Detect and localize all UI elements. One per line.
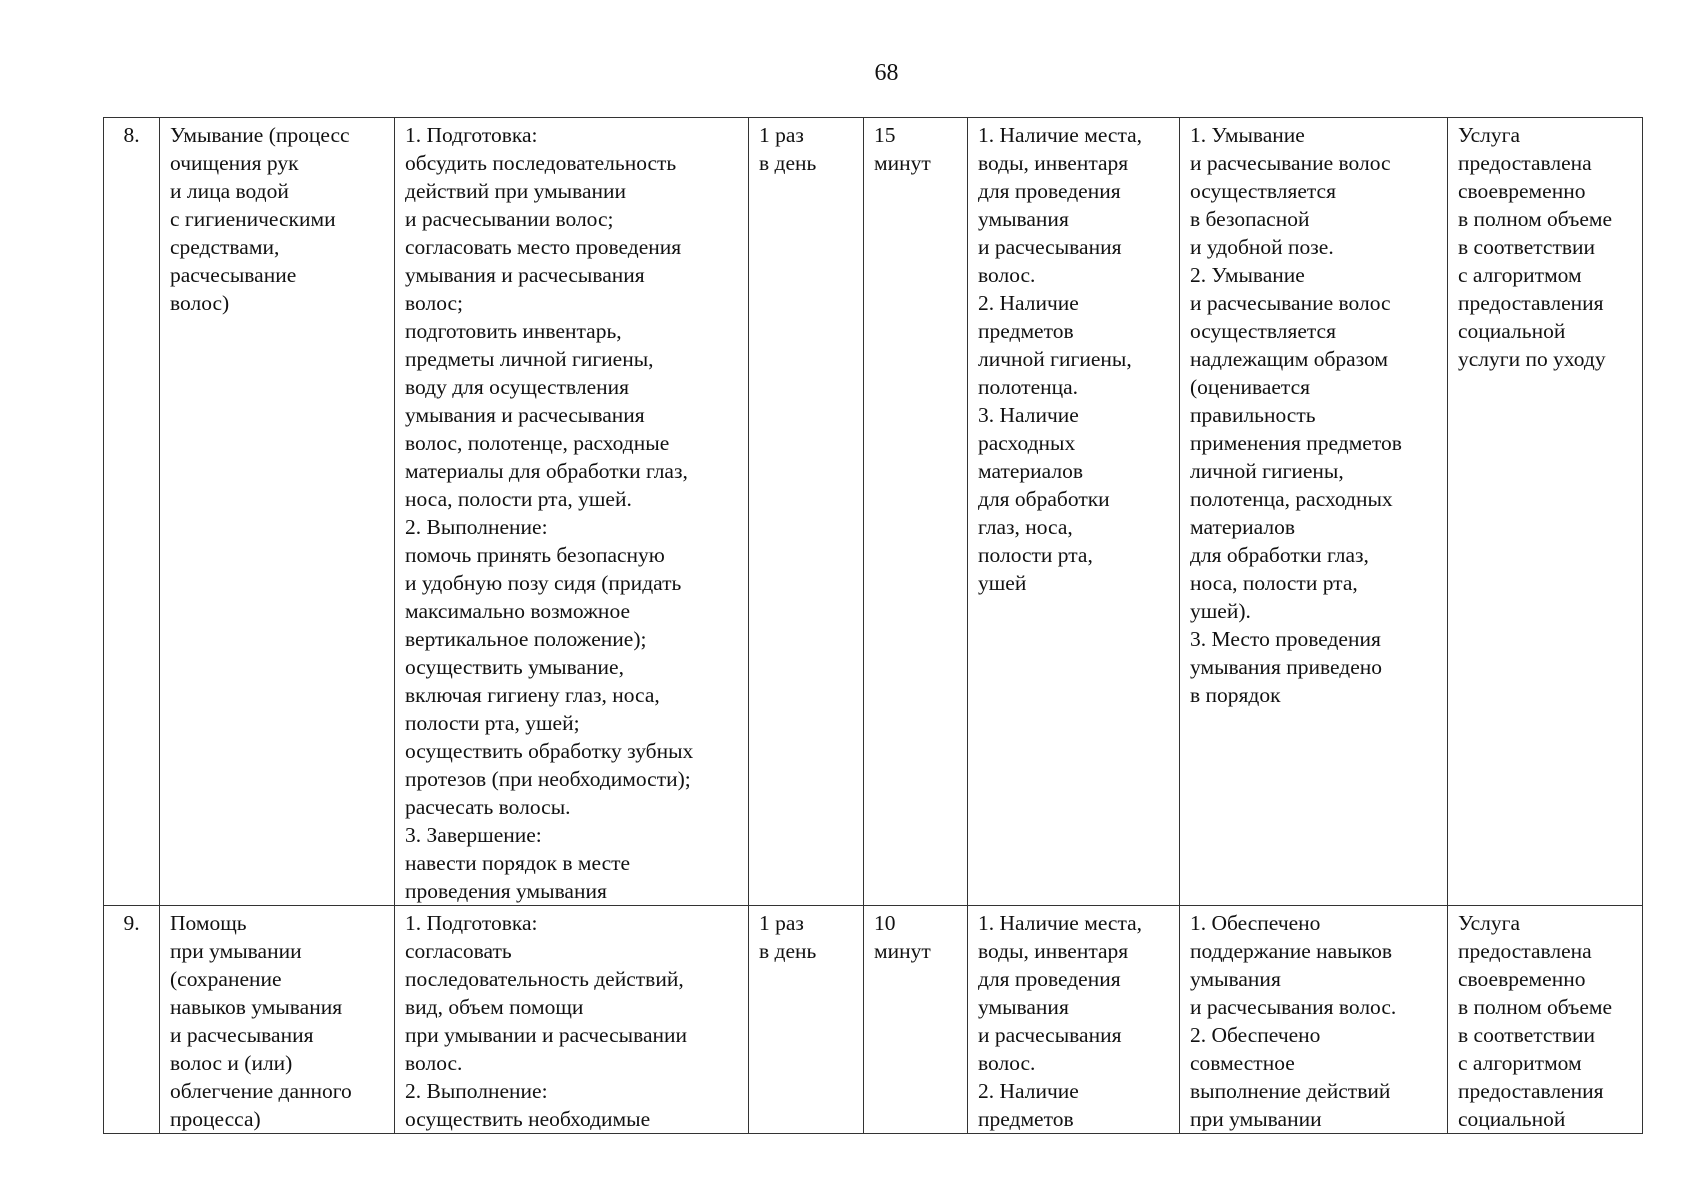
cell-line: в день bbox=[759, 939, 817, 963]
cell-line: 1. Подготовка: bbox=[405, 911, 538, 935]
cell-line: предоставлена bbox=[1458, 939, 1592, 963]
cell-line: навыков умывания bbox=[170, 995, 343, 1019]
cell-line: предметы личной гигиены, bbox=[405, 347, 654, 371]
cell-line: применения предметов bbox=[1190, 431, 1402, 455]
cell-line: волос, полотенце, расходные bbox=[405, 431, 670, 455]
cell-line: расчесывание bbox=[170, 263, 297, 287]
cell-line: Услуга bbox=[1458, 911, 1521, 935]
cell-line: материалы для обработки глаз, bbox=[405, 459, 688, 483]
cell-line: выполнение действий bbox=[1190, 1079, 1391, 1103]
cell-line: совместное bbox=[1190, 1051, 1295, 1075]
cell-line: полости рта, bbox=[978, 543, 1093, 567]
cell-line: умывания bbox=[1190, 967, 1281, 991]
cell-line: осуществляется bbox=[1190, 319, 1336, 343]
duration-cell bbox=[864, 906, 968, 1134]
cell-line: осуществляется bbox=[1190, 179, 1336, 203]
cell-line: предоставлена bbox=[1458, 151, 1592, 175]
cell-line: 15 bbox=[874, 123, 896, 147]
cell-line: для обработки глаз, bbox=[1190, 543, 1369, 567]
cell-line: своевременно bbox=[1458, 179, 1586, 203]
cell-line: 1. Обеспечено bbox=[1190, 911, 1321, 935]
cell-line: социальной bbox=[1458, 319, 1566, 343]
cell-line: в день bbox=[759, 151, 817, 175]
cell-line: своевременно bbox=[1458, 967, 1586, 991]
table-row bbox=[104, 118, 1643, 906]
cell-line: в соответствии bbox=[1458, 1023, 1596, 1047]
cell-line: 2. Умывание bbox=[1190, 263, 1305, 287]
cell-line: с алгоритмом bbox=[1458, 263, 1582, 287]
row-number-cell: 9. bbox=[104, 906, 160, 1134]
service-name-cell bbox=[160, 118, 395, 906]
cell-line: 3. Место проведения bbox=[1190, 627, 1381, 651]
cell-line: Умывание (процесс bbox=[170, 123, 350, 147]
cell-line: умывания приведено bbox=[1190, 655, 1382, 679]
cell-line: и расчесывание волос bbox=[1190, 151, 1391, 175]
cell-line: 1 раз bbox=[759, 123, 804, 147]
cell-line: осуществить обработку зубных bbox=[405, 739, 694, 763]
cell-line: и расчесывания bbox=[978, 1023, 1122, 1047]
cell-line: волос и (или) bbox=[170, 1051, 293, 1075]
cell-line: правильность bbox=[1190, 403, 1316, 427]
cell-line: и лица водой bbox=[170, 179, 289, 203]
cell-line: навести порядок в месте bbox=[405, 851, 631, 875]
cell-line: умывания и расчесывания bbox=[405, 263, 645, 287]
cell-line: максимально возможное bbox=[405, 599, 630, 623]
cell-line: 3. Наличие bbox=[978, 403, 1079, 427]
cell-line: 2. Наличие bbox=[978, 1079, 1079, 1103]
cell-line: в соответствии bbox=[1458, 235, 1596, 259]
cell-line: услуги по уходу bbox=[1458, 347, 1606, 371]
cell-line: проведения умывания bbox=[405, 879, 607, 903]
cell-line: ушей). bbox=[1190, 599, 1251, 623]
cell-line: согласовать bbox=[405, 939, 512, 963]
cell-line: глаз, носа, bbox=[978, 515, 1073, 539]
cell-line: умывания bbox=[978, 207, 1069, 231]
cell-line: полости рта, ушей; bbox=[405, 711, 580, 735]
cell-line: при умывании и расчесывании bbox=[405, 1023, 688, 1047]
cell-line: в полном объеме bbox=[1458, 207, 1613, 231]
cell-line: Услуга bbox=[1458, 123, 1521, 147]
cell-line: при умывании bbox=[1190, 1107, 1322, 1131]
cell-line: осуществить умывание, bbox=[405, 655, 624, 679]
cell-line: 1. Подготовка: bbox=[405, 123, 538, 147]
table-row bbox=[104, 906, 1643, 1134]
cell-line: предоставления bbox=[1458, 1079, 1604, 1103]
cell-line: минут bbox=[874, 939, 931, 963]
cell-line: социальной bbox=[1458, 1107, 1566, 1131]
cell-line: и расчесывания bbox=[978, 235, 1122, 259]
cell-line: волос. bbox=[405, 1051, 463, 1075]
cell-line: средствами, bbox=[170, 235, 280, 259]
cell-line: 2. Обеспечено bbox=[1190, 1023, 1321, 1047]
cell-line: 1. Умывание bbox=[1190, 123, 1305, 147]
cell-line: поддержание навыков bbox=[1190, 939, 1393, 963]
duration-cell bbox=[864, 118, 968, 906]
cell-line: 1. Наличие места, bbox=[978, 911, 1143, 935]
cell-line: воды, инвентаря bbox=[978, 151, 1129, 175]
cell-line: вертикальное положение); bbox=[405, 627, 647, 651]
cell-line: 2. Наличие bbox=[978, 291, 1079, 315]
cell-line: надлежащим образом bbox=[1190, 347, 1388, 371]
cell-line: предметов bbox=[978, 319, 1074, 343]
cell-line: помочь принять безопасную bbox=[405, 543, 665, 567]
cell-line: минут bbox=[874, 151, 931, 175]
cell-line: умывания и расчесывания bbox=[405, 403, 645, 427]
cell-line: воду для осуществления bbox=[405, 375, 630, 399]
cell-line: последовательность действий, bbox=[405, 967, 684, 991]
cell-line: носа, полости рта, bbox=[1190, 571, 1358, 595]
result-cell bbox=[1448, 118, 1643, 906]
cell-line: при умывании bbox=[170, 939, 302, 963]
cell-line: (сохранение bbox=[170, 967, 282, 991]
frequency-cell bbox=[749, 906, 864, 1134]
cell-line: полотенца. bbox=[978, 375, 1079, 399]
cell-line: воды, инвентаря bbox=[978, 939, 1129, 963]
cell-line: предметов bbox=[978, 1107, 1074, 1131]
cell-line: и расчесывании волос; bbox=[405, 207, 614, 231]
cell-line: и расчесывания волос. bbox=[1190, 995, 1397, 1019]
cell-line: носа, полости рта, ушей. bbox=[405, 487, 632, 511]
cell-line: личной гигиены, bbox=[1190, 459, 1344, 483]
cell-line: расходных bbox=[978, 431, 1076, 455]
cell-line: волос. bbox=[978, 263, 1036, 287]
cell-line: с алгоритмом bbox=[1458, 1051, 1582, 1075]
cell-line: и удобную позу сидя (придать bbox=[405, 571, 682, 595]
cell-line: расчесать волосы. bbox=[405, 795, 571, 819]
cell-line: 1. Наличие места, bbox=[978, 123, 1143, 147]
cell-line: подготовить инвентарь, bbox=[405, 319, 622, 343]
conditions-cell bbox=[968, 118, 1180, 906]
cell-line: ушей bbox=[978, 571, 1027, 595]
procedure-cell bbox=[395, 118, 749, 906]
cell-line: предоставления bbox=[1458, 291, 1604, 315]
cell-line: вид, объем помощи bbox=[405, 995, 584, 1019]
cell-line: с гигиеническими bbox=[170, 207, 336, 231]
cell-line: и расчесывания bbox=[170, 1023, 314, 1047]
cell-line: для обработки bbox=[978, 487, 1110, 511]
result-cell bbox=[1448, 906, 1643, 1134]
cell-line: умывания bbox=[978, 995, 1069, 1019]
cell-line: волос. bbox=[978, 1051, 1036, 1075]
cell-line: действий при умывании bbox=[405, 179, 627, 203]
cell-line: волос; bbox=[405, 291, 464, 315]
service-name-cell bbox=[160, 906, 395, 1134]
cell-line: облегчение данного bbox=[170, 1079, 352, 1103]
cell-line: 10 bbox=[874, 911, 896, 935]
procedure-cell bbox=[395, 906, 749, 1134]
quality-cell bbox=[1180, 118, 1448, 906]
conditions-cell bbox=[968, 906, 1180, 1134]
cell-line: включая гигиену глаз, носа, bbox=[405, 683, 660, 707]
cell-line: в полном объеме bbox=[1458, 995, 1613, 1019]
cell-line: для проведения bbox=[978, 967, 1121, 991]
cell-line: 3. Завершение: bbox=[405, 823, 542, 847]
cell-line: материалов bbox=[978, 459, 1084, 483]
cell-line: (оценивается bbox=[1190, 375, 1311, 399]
cell-line: Помощь bbox=[170, 911, 247, 935]
cell-line: волос) bbox=[170, 291, 230, 315]
cell-line: материалов bbox=[1190, 515, 1296, 539]
cell-line: для проведения bbox=[978, 179, 1121, 203]
cell-line: полотенца, расходных bbox=[1190, 487, 1393, 511]
page-number: 68 bbox=[874, 60, 899, 86]
services-table bbox=[103, 117, 1643, 1134]
cell-line: 1 раз bbox=[759, 911, 804, 935]
cell-line: и удобной позе. bbox=[1190, 235, 1334, 259]
cell-line: процесса) bbox=[170, 1107, 261, 1131]
row-number-cell: 8. bbox=[104, 118, 160, 906]
cell-line: протезов (при необходимости); bbox=[405, 767, 691, 791]
cell-line: в порядок bbox=[1190, 683, 1281, 707]
cell-line: обсудить последовательность bbox=[405, 151, 677, 175]
cell-line: согласовать место проведения bbox=[405, 235, 682, 259]
cell-line: 2. Выполнение: bbox=[405, 515, 548, 539]
cell-line: и расчесывание волос bbox=[1190, 291, 1391, 315]
frequency-cell bbox=[749, 118, 864, 906]
quality-cell bbox=[1180, 906, 1448, 1134]
cell-line: очищения рук bbox=[170, 151, 299, 175]
cell-line: в безопасной bbox=[1190, 207, 1310, 231]
cell-line: осуществить необходимые bbox=[405, 1107, 651, 1131]
cell-line: личной гигиены, bbox=[978, 347, 1132, 371]
cell-line: 2. Выполнение: bbox=[405, 1079, 548, 1103]
